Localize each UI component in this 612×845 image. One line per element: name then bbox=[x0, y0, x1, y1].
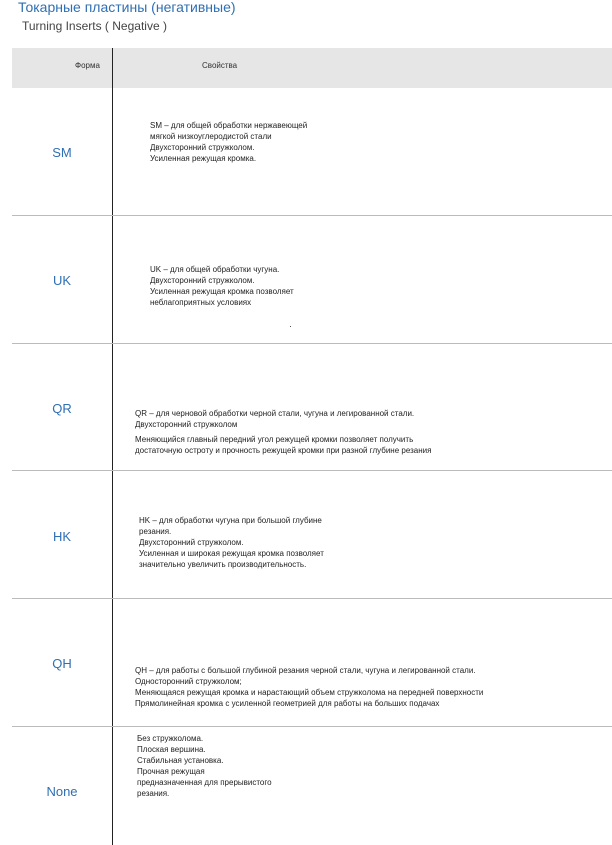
description-line: резания. bbox=[139, 527, 172, 536]
description-line: Меняющийся главный передний угол режущей кромки позволяет получить bbox=[135, 435, 414, 444]
insert-description-sm bbox=[150, 120, 307, 164]
description-line: UK – для общей обработки чугуна. bbox=[150, 265, 280, 274]
description-line: неблагоприятных условиях bbox=[150, 298, 252, 307]
description-line: Плоская вершина. bbox=[137, 745, 206, 754]
insert-code-none: None bbox=[46, 784, 78, 799]
row-divider bbox=[12, 215, 612, 216]
insert-code-hk: HK bbox=[52, 529, 72, 544]
description-line: HK – для обработки чугуна при большой глубине bbox=[139, 516, 322, 525]
description-line: Усиленная режущая кромка позволяет bbox=[150, 287, 294, 296]
page-title: Токарные пластины (негативные) bbox=[18, 0, 236, 15]
description-line: Стабильная установка. bbox=[137, 756, 224, 765]
description-line: Двухсторонний стружколом. bbox=[150, 276, 255, 285]
description-line: Прочная режущая bbox=[137, 767, 205, 776]
insert-description-hk bbox=[139, 515, 324, 570]
table-header bbox=[12, 48, 612, 88]
description-line: предназначенная для прерывистого bbox=[137, 778, 272, 787]
stray-dot bbox=[290, 326, 291, 327]
description-line: Меняющаяся режущая кромка и нарастающий объем стружколома на передней поверхности bbox=[135, 688, 484, 697]
row-divider bbox=[12, 726, 612, 727]
insert-code-qr: QR bbox=[52, 401, 72, 416]
description-line: Односторонний стружколом; bbox=[135, 677, 242, 686]
insert-code-uk: UK bbox=[52, 273, 72, 288]
row-divider bbox=[12, 470, 612, 471]
insert-description-uk bbox=[150, 264, 294, 308]
insert-description-qh bbox=[135, 665, 483, 709]
column-header-properties: Свойства bbox=[202, 61, 238, 70]
row-divider bbox=[12, 343, 612, 344]
column-header-form: Форма bbox=[75, 61, 100, 70]
page-subtitle: Turning Inserts ( Negative ) bbox=[22, 19, 167, 33]
description-line: Двухсторонний стружколом. bbox=[139, 538, 244, 547]
row-divider bbox=[12, 598, 612, 599]
description-line: значительно увеличить производительность. bbox=[139, 560, 307, 569]
insert-code-sm: SM bbox=[52, 145, 72, 160]
description-line: Усиленная режущая кромка. bbox=[150, 154, 257, 163]
insert-description-none bbox=[137, 733, 272, 799]
description-line: достаточную остроту и прочность режущей кромки при разной глубине резания bbox=[135, 446, 432, 455]
description-line: Двухсторонний стружколом. bbox=[150, 143, 255, 152]
description-line: QR – для черновой обработки черной стали, чугуна и легированной стали. bbox=[135, 409, 415, 418]
description-line: QH – для работы с большой глубиной резания черной стали, чугуна и легированной стали. bbox=[135, 666, 476, 675]
insert-description-qr bbox=[135, 408, 431, 456]
description-line: мягкой низкоуглеродистой стали bbox=[150, 132, 272, 141]
description-line: Без стружколома. bbox=[137, 734, 204, 743]
description-line: резания. bbox=[137, 789, 170, 798]
description-line: Двухсторонний стружколом bbox=[135, 420, 238, 429]
insert-code-qh: QH bbox=[52, 656, 72, 671]
description-line: SM – для общей обработки нержавеющей bbox=[150, 121, 308, 130]
description-line: Прямолинейная кромка с усиленной геометрией для работы на больших подачах bbox=[135, 699, 440, 708]
description-line: Усиленная и широкая режущая кромка позволяет bbox=[139, 549, 324, 558]
